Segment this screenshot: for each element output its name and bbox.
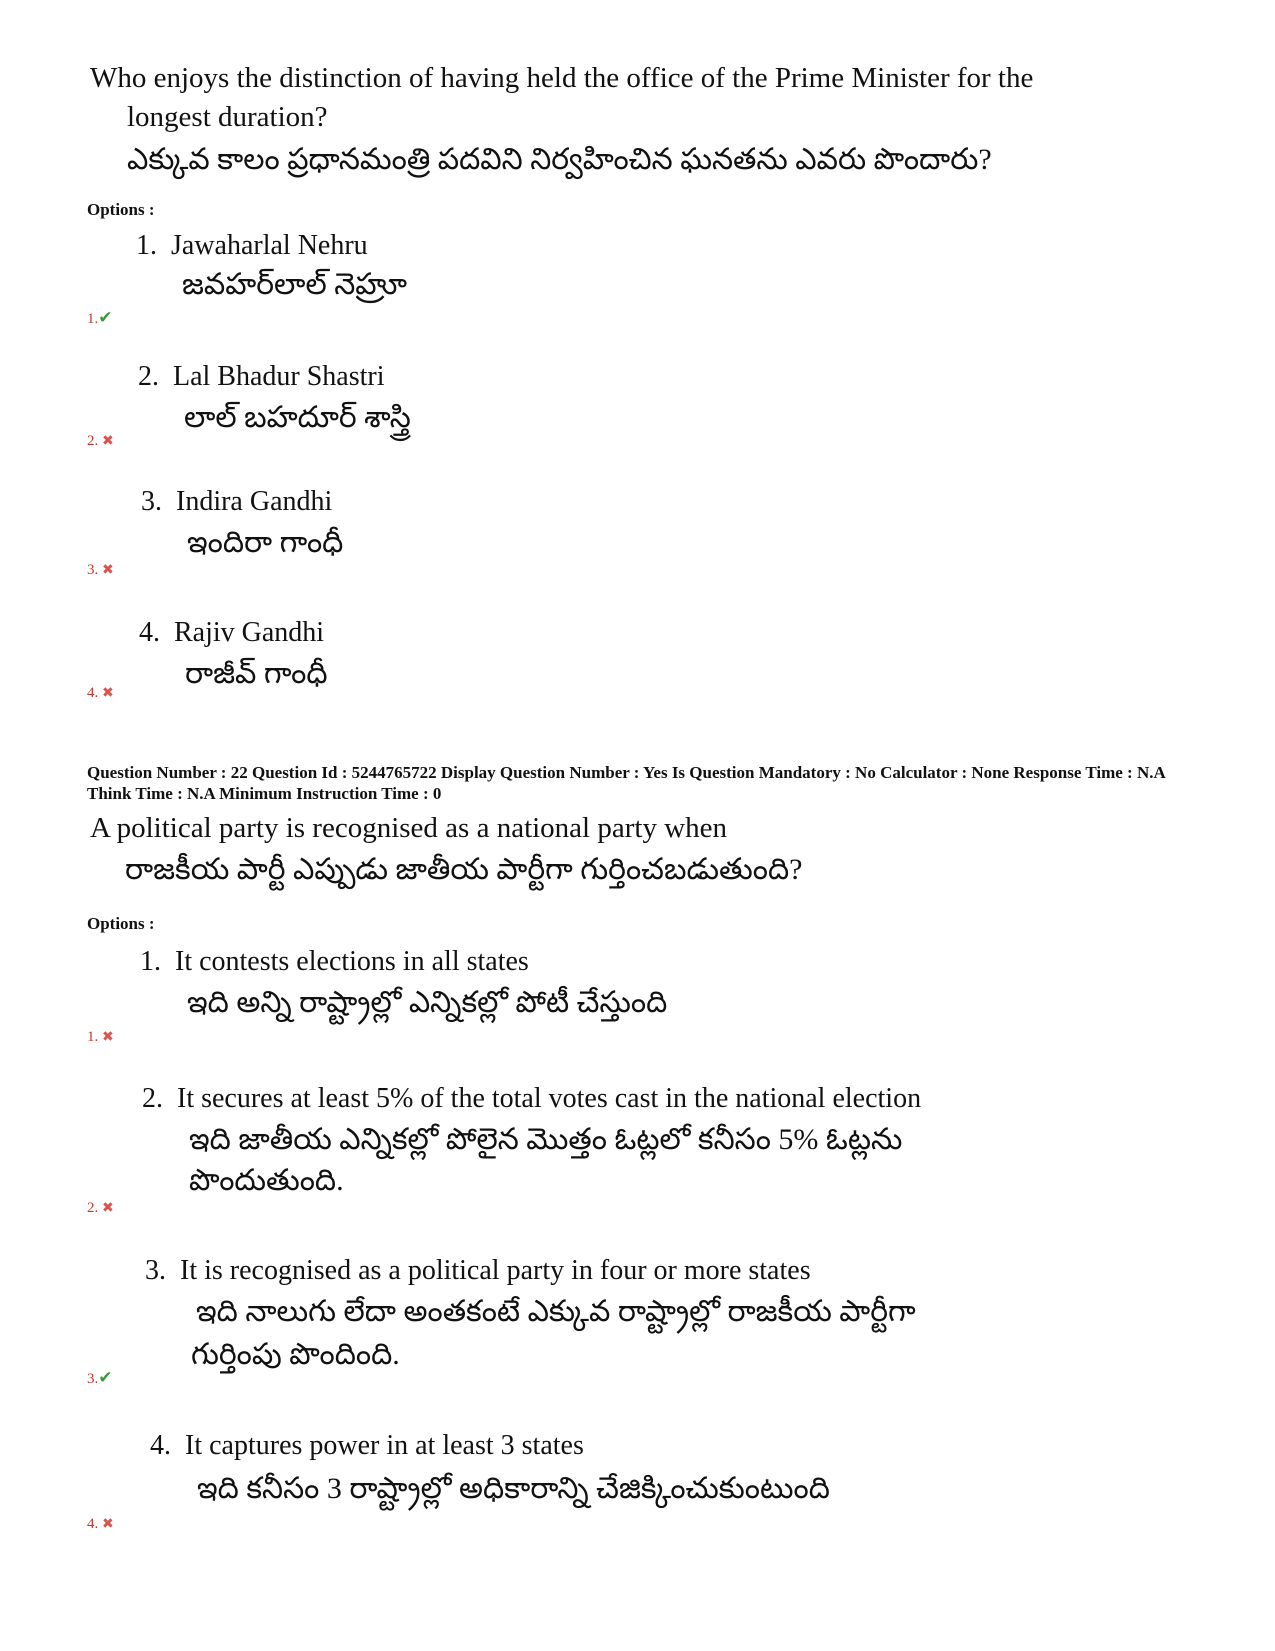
option-text: It is recognised as a political party in four or more states [180, 1255, 811, 1286]
option-number: 3. [141, 486, 162, 517]
option-text-telugu-line2: గుర్తింపు పొందింది. [191, 1338, 400, 1371]
option-number: 4. [150, 1430, 171, 1461]
option-text: It captures power in at least 3 states [185, 1430, 584, 1461]
option-number: 1. [140, 946, 161, 977]
cross-icon: ✖ [102, 1201, 114, 1216]
cross-icon: ✖ [102, 686, 114, 701]
option-text-telugu: ఇది అన్ని రాష్ట్రాల్లో ఎన్నికల్లో పోటీ చేస్తుంది [187, 986, 668, 1019]
option-number: 2. [138, 361, 159, 392]
option-number: 2. [142, 1083, 163, 1114]
option-text-telugu: ఇందిరా గాంధీ [187, 526, 344, 559]
option-marker: 4. [87, 685, 99, 701]
option-text-telugu: రాజీవ్ గాంధీ [185, 657, 328, 690]
option-text-telugu: లాల్ బహదూర్ శాస్త్రి [184, 401, 411, 434]
option-marker: 2. [87, 1200, 99, 1216]
check-icon: ✔ [98, 1368, 113, 1387]
q22-metadata: Question Number : 22 Question Id : 5244765722 Display Question Number : Yes Is Question Mandatory : No Calculator : None Response Time : N.A Think Time : N.A Minimum Instruction Time : 0 [87, 763, 1165, 803]
q22-text-telugu: రాజకీయ పార్టీ ఎప్పుడు జాతీయ పార్టీగా గుర్తించబడుతుంది? [125, 853, 803, 886]
option-text: Lal Bhadur Shastri [173, 361, 385, 392]
q21-options-label: Options : [87, 200, 155, 219]
q21-text-telugu: ఎక్కువ కాలం ప్రధానమంత్రి పదవిని నిర్వహించిన ఘనతను ఎవరు పొందారు? [127, 143, 992, 176]
cross-icon: ✖ [102, 563, 114, 578]
q21-text-line2: longest duration? [127, 101, 328, 133]
option-text: Rajiv Gandhi [174, 617, 325, 648]
option-text-telugu: ఇది కనీసం 3 రాష్ట్రాల్లో అధికారాన్ని చేజిక్కించుకుంటుంది [197, 1472, 830, 1505]
option-text: Jawaharlal Nehru [171, 230, 368, 261]
option-number: 4. [139, 617, 160, 648]
option-marker: 2. [87, 433, 99, 449]
option-marker: 1. [87, 311, 99, 327]
cross-icon: ✖ [102, 1030, 114, 1045]
option-marker: 4. [87, 1516, 99, 1532]
option-text: It secures at least 5% of the total votes cast in the national election [177, 1083, 922, 1114]
option-text-telugu: ఇది జాతీయ ఎన్నికల్లో పోలైన మొత్తం ఓట్లలో కనీసం 5% ఓట్లను [189, 1123, 903, 1156]
option-marker: 3. [87, 562, 99, 578]
option-text: Indira Gandhi [176, 486, 333, 517]
q22-text: A political party is recognised as a national party when [90, 812, 728, 844]
q22-options-label: Options : [87, 914, 155, 933]
option-text-telugu: ఇది నాలుగు లేదా అంతకంటే ఎక్కువ రాష్ట్రాల్లో రాజకీయ పార్టీగా [196, 1295, 916, 1328]
option-text: It contests elections in all states [175, 946, 529, 977]
cross-icon: ✖ [102, 1517, 114, 1532]
cross-icon: ✖ [102, 434, 114, 449]
option-marker: 1. [87, 1029, 99, 1045]
option-marker: 3. [87, 1371, 99, 1387]
option-text-telugu-line2: పొందుతుంది. [189, 1164, 344, 1197]
option-number: 3. [145, 1255, 166, 1286]
check-icon: ✔ [98, 308, 113, 327]
option-number: 1. [136, 230, 157, 261]
q21-text-line1: Who enjoys the distinction of having held the office of the Prime Minister for the [90, 62, 1034, 94]
option-text-telugu: జవహర్‌లాల్ నెహ్రూ [182, 268, 408, 301]
